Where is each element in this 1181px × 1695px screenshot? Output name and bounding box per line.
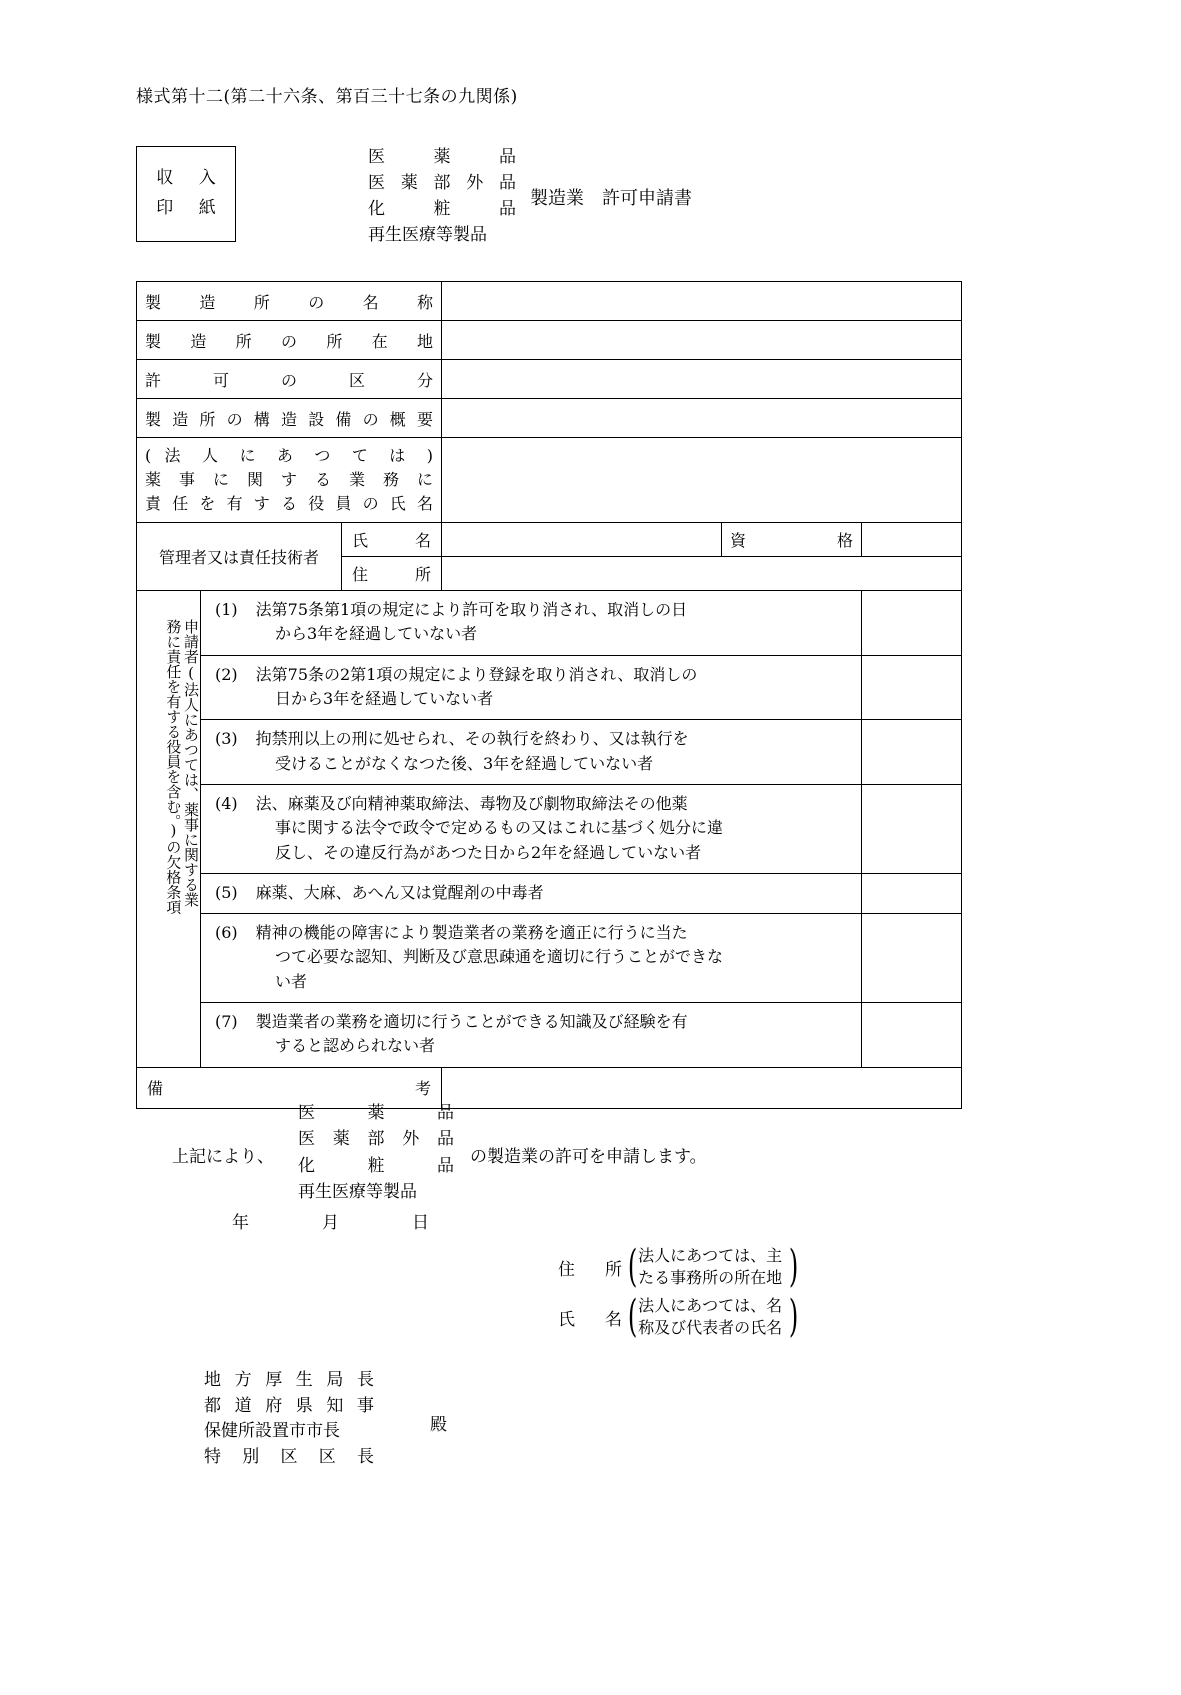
product-type-item: 医薬部外品 (298, 1129, 454, 1150)
item-number: (5) (215, 882, 238, 902)
disqualification-check-4[interactable] (862, 784, 962, 873)
item-text-line: 日から3年を経過していない者 (275, 688, 494, 708)
table-row (137, 1003, 962, 1068)
row-label-manager: 管理者又は責任技術者 (137, 523, 342, 591)
signature-name-label: 氏名 (558, 1309, 622, 1330)
disqualification-item-4 (201, 784, 862, 873)
item-text-line: 法第75条の2第1項の規定により登録を取り消され、取消しの (255, 664, 698, 684)
disqualification-check-2[interactable] (862, 655, 962, 720)
disqualification-check-1[interactable] (862, 591, 962, 656)
signature-address-label: 住所 (558, 1259, 622, 1280)
recipient-item: 地方厚生局長 (204, 1370, 374, 1390)
header-product-type-list (368, 144, 516, 248)
row-value-factory-name[interactable] (442, 282, 962, 321)
closing-lead-text: 上記により、 (172, 1147, 274, 1167)
disqualification-check-3[interactable] (862, 720, 962, 785)
recipient-item: 都道府県知事 (204, 1395, 374, 1416)
item-number: (4) (215, 793, 238, 813)
table-row (137, 282, 962, 321)
closing-tail-text: の製造業の許可を申請します。 (470, 1147, 707, 1167)
remarks-label: 備考 (137, 1067, 442, 1108)
recipient-item: 保健所設置市市長 (204, 1421, 340, 1441)
recipient-item: 特別区区長 (204, 1446, 374, 1467)
product-type-item: 医薬品 (298, 1103, 454, 1123)
recipient-list (204, 1368, 374, 1470)
product-type-item: 再生医療等製品 (368, 225, 487, 245)
officer-label-line: 薬事に関する業務に (145, 470, 433, 489)
item-text-line: 法、麻薬及び向精神薬取締法、毒物及び劇物取締法その他薬 (255, 793, 688, 813)
item-text-line: 製造業者の業務を適切に行うことができる知識及び経験を有 (255, 1012, 688, 1032)
item-text-line: い者 (275, 971, 308, 991)
disqualification-item-5 (201, 873, 862, 913)
row-value-license-category[interactable] (442, 360, 962, 399)
disqualification-item-1 (201, 591, 862, 656)
stamp-label-line1: 収 入 (156, 168, 226, 189)
officer-label-line: 責任を有する役員の氏名 (145, 494, 433, 513)
table-row (137, 399, 962, 438)
item-text-line: 麻薬、大麻、あへん又は覚醒剤の中毒者 (255, 882, 544, 902)
brace-icon: ( (627, 1241, 638, 1293)
row-label-facility-outline: 製造所の構造設備の概要 (137, 399, 442, 438)
table-row (137, 321, 962, 360)
manager-qualification-value[interactable] (862, 523, 962, 557)
item-text-line: 精神の機能の障害により製造業者の業務を適正に行うに当た (255, 923, 688, 943)
signature-address-row (558, 1241, 799, 1293)
disqualification-item-2 (201, 655, 862, 720)
manager-name-value[interactable] (442, 523, 722, 557)
disqualification-check-6[interactable] (862, 914, 962, 1003)
note-line: たる事務所の所在地 (638, 1268, 783, 1288)
row-value-responsible-officer[interactable] (442, 438, 962, 523)
product-type-item: 医薬品 (368, 147, 516, 167)
item-text-line: 法第75条第1項の規定により許可を取り消され、取消しの日 (255, 600, 688, 619)
disqualification-vertical-line-right: 申請者(法人にあつては、薬事に関する業 (182, 618, 200, 907)
row-label-license-category: 許可の区分 (137, 360, 442, 399)
manager-name-label: 氏名 (342, 523, 442, 557)
product-type-item: 再生医療等製品 (298, 1182, 417, 1203)
note-line: 法人にあつては、主 (638, 1246, 783, 1265)
row-value-facility-outline[interactable] (442, 399, 962, 438)
application-table (136, 281, 962, 1109)
manager-address-value[interactable] (442, 557, 962, 591)
table-row (137, 360, 962, 399)
item-text-line: すると認められない者 (275, 1036, 436, 1056)
disqualification-vertical-line-left: 務に責任を有する役員を含む。)の欠格条項 (164, 618, 183, 915)
table-row (137, 720, 962, 785)
table-row (137, 873, 962, 913)
note-line: 称及び代表者の氏名 (638, 1318, 783, 1338)
disqualification-vertical-label (137, 591, 201, 1068)
item-text-line: 受けることがなくなつた後、3年を経過していない者 (275, 753, 654, 773)
closing-product-type-list (298, 1100, 454, 1205)
item-number: (7) (215, 1012, 238, 1032)
item-text-line: 反し、その違反行為があつた日から2年を経過していない者 (275, 842, 702, 862)
disqualification-item-3 (201, 720, 862, 785)
disqualification-item-7 (201, 1003, 862, 1068)
table-row (137, 784, 962, 873)
signature-address-note (637, 1245, 783, 1289)
signature-name-row (558, 1291, 799, 1343)
table-row (137, 523, 962, 557)
row-label-responsible-officer (137, 438, 442, 523)
table-row (137, 591, 962, 656)
disqualification-item-6 (201, 914, 862, 1003)
item-text-line: 事に関する法令で政令で定めるもの又はこれに基づく処分に違 (275, 818, 724, 838)
item-number: (6) (215, 923, 238, 943)
row-label-factory-address: 製造所の所在地 (137, 321, 442, 360)
date-line[interactable]: 年 月 日 (232, 1213, 457, 1233)
row-value-factory-address[interactable] (442, 321, 962, 360)
table-row (137, 438, 962, 523)
table-row (137, 655, 962, 720)
disqualification-check-5[interactable] (862, 873, 962, 913)
item-number: (3) (215, 729, 238, 749)
manager-address-label: 住所 (342, 557, 442, 591)
signature-block (558, 1241, 799, 1345)
closing-section (0, 1100, 1181, 1695)
product-type-item: 化粧品 (368, 199, 516, 219)
page-title: 製造業 許可申請書 (530, 188, 692, 209)
item-number: (2) (215, 664, 238, 684)
note-line: 法人にあつては、名 (638, 1296, 783, 1316)
item-text-line: から3年を経過していない者 (275, 624, 478, 644)
brace-icon: ) (789, 1291, 799, 1343)
product-type-item: 医薬部外品 (368, 173, 516, 193)
honorific-label: 殿 (430, 1415, 447, 1435)
brace-icon: ) (789, 1241, 799, 1293)
revenue-stamp-box (136, 146, 236, 242)
row-label-factory-name: 製造所の名称 (137, 282, 442, 321)
table-row (137, 914, 962, 1003)
signature-name-note (637, 1295, 783, 1339)
disqualification-check-7[interactable] (862, 1003, 962, 1068)
officer-label-line: ( 法 人 に あ つ て は ) (145, 446, 433, 465)
item-text-line: つて必要な認知、判断及び意思疎通を適切に行うことができな (275, 947, 724, 967)
form-number: 様式第十二(第二十六条、第百三十七条の九関係) (136, 87, 518, 107)
brace-icon: ( (627, 1291, 638, 1343)
product-type-item: 化粧品 (298, 1155, 454, 1176)
stamp-label-line2: 印 紙 (156, 198, 226, 218)
manager-qualification-label: 資格 (722, 523, 862, 557)
item-text-line: 拘禁刑以上の刑に処せられ、その執行を終わり、又は執行を (255, 729, 689, 749)
item-number: (1) (215, 600, 238, 619)
